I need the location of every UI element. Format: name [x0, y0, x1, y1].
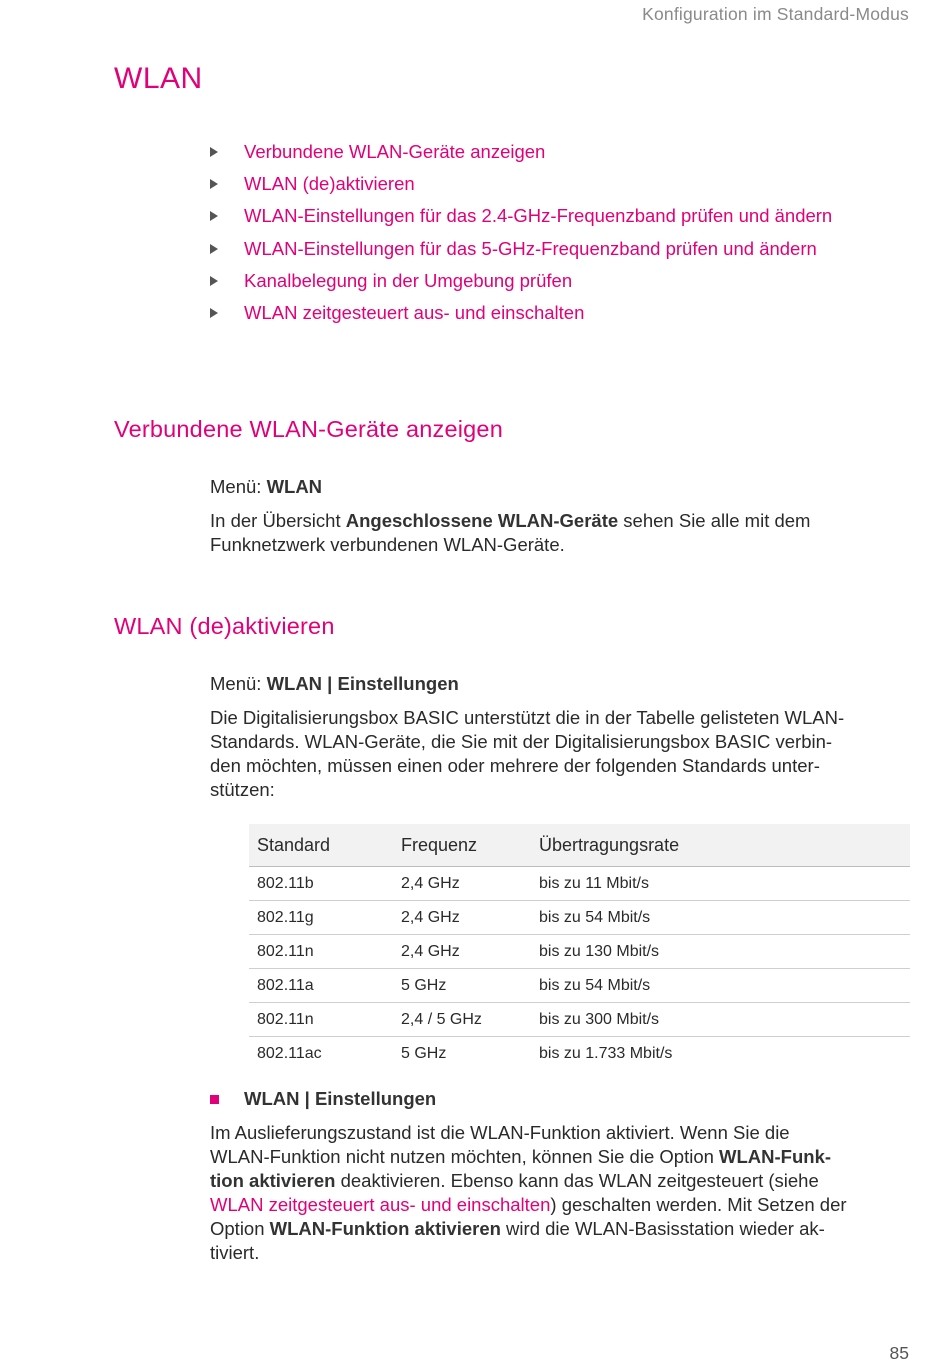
table-cell: 5 GHz: [401, 1044, 447, 1062]
text: Funknetzwerk verbundenen WLAN-Geräte.: [210, 534, 565, 555]
triangle-bullet-icon: [210, 179, 218, 189]
text: Option: [210, 1218, 270, 1239]
ui-term: WLAN-Funk-: [719, 1146, 832, 1167]
table-cell: bis zu 300 Mbit/s: [531, 1003, 910, 1037]
cross-reference-link[interactable]: WLAN zeitgesteuert aus- und einschalten: [210, 1194, 551, 1215]
text: Standards. WLAN-Geräte, die Sie mit der Digitalisierungsbox BASIC verbin-: [210, 731, 833, 752]
ui-term: WLAN-Funktion aktivieren: [269, 1218, 501, 1239]
menu-path-line: [210, 475, 910, 499]
running-head: Konfiguration im Standard-Modus: [642, 4, 909, 24]
table-row: [249, 1037, 910, 1071]
paragraph: [210, 509, 910, 557]
column-header: Standard: [249, 824, 393, 867]
table-cell: 2,4 GHz: [393, 901, 531, 935]
section-connected-devices-body: [210, 475, 910, 557]
text: sehen Sie alle mit dem: [618, 510, 811, 531]
triangle-bullet-icon: [210, 244, 218, 254]
ui-term: Angeschlossene WLAN-Geräte: [345, 510, 619, 531]
toc-item[interactable]: [210, 202, 832, 234]
table-cell: 802.11ac: [257, 1044, 322, 1062]
table-cell: bis zu 54 Mbit/s: [531, 901, 910, 935]
menu-prefix: Menü:: [210, 673, 267, 694]
table-cell: bis zu 54 Mbit/s: [531, 969, 910, 1003]
toc-item[interactable]: [210, 267, 832, 299]
square-bullet-icon: [210, 1095, 219, 1104]
triangle-bullet-icon: [210, 211, 218, 221]
table-row: [249, 867, 910, 901]
table-cell: 802.11g: [249, 901, 393, 935]
table-row: [249, 1003, 910, 1037]
text: WLAN-Funktion nicht nutzen möchten, können Sie die Option: [210, 1146, 720, 1167]
table-cell: 2,4 / 5 GHz: [393, 1003, 531, 1037]
table-row: [249, 935, 910, 969]
text: deaktivieren. Ebenso kann das WLAN zeitgesteuert (siehe: [335, 1170, 819, 1191]
menu-path: WLAN | Einstellungen: [266, 673, 459, 694]
toc-item[interactable]: [210, 138, 832, 170]
table-cell: 802.11a: [249, 969, 393, 1003]
table-cell: 2,4 GHz: [393, 935, 531, 969]
text: In der Übersicht: [210, 510, 346, 531]
table-row: [249, 969, 910, 1003]
toc-link[interactable]: Verbundene WLAN-Geräte anzeigen: [244, 141, 546, 162]
chapter-title: WLAN: [114, 62, 203, 95]
section-wlan-toggle-paragraph: [210, 1121, 910, 1265]
text: Im Auslieferungszustand ist die WLAN-Funktion aktiviert. Wenn Sie die: [210, 1122, 790, 1143]
chapter-toc: [210, 138, 832, 331]
toc-link[interactable]: WLAN (de)aktivieren: [244, 173, 415, 195]
menu-prefix: Menü:: [210, 476, 267, 497]
table-cell: 802.11n: [249, 935, 393, 969]
menu-path: WLAN: [266, 476, 323, 497]
table-cell: 2,4 GHz: [393, 867, 531, 901]
text: Die Digitalisierungsbox BASIC unterstützt die in der Tabelle gelisteten WLAN-: [210, 707, 845, 728]
toc-item[interactable]: [210, 170, 832, 202]
text: wird die WLAN-Basisstation wieder ak-: [500, 1218, 825, 1239]
toc-item[interactable]: [210, 299, 832, 331]
triangle-bullet-icon: [210, 308, 218, 318]
toc-link[interactable]: WLAN-Einstellungen für das 2.4-GHz-Frequenzband prüfen und ändern: [244, 205, 833, 227]
triangle-bullet-icon: [210, 276, 218, 286]
column-header: Übertragungsrate: [531, 824, 910, 867]
step-label: WLAN | Einstellungen: [244, 1088, 437, 1109]
toc-link[interactable]: WLAN-Einstellungen für das 5-GHz-Frequenzband prüfen und ändern: [244, 237, 817, 259]
toc-link[interactable]: Kanalbelegung in der Umgebung prüfen: [244, 269, 573, 291]
wlan-standards-table: [249, 824, 910, 1070]
section-heading-wlan-toggle: WLAN (de)aktivieren: [114, 613, 335, 639]
section-heading-connected-devices: Verbundene WLAN-Geräte anzeigen: [114, 416, 503, 442]
triangle-bullet-icon: [210, 147, 218, 157]
paragraph: [210, 706, 910, 802]
section-wlan-toggle-body: [210, 672, 910, 802]
table-cell: 802.11b: [249, 867, 393, 901]
toc-link[interactable]: WLAN zeitgesteuert aus- und einschalten: [244, 301, 585, 323]
text: tiviert.: [210, 1242, 260, 1263]
toc-item[interactable]: [210, 235, 832, 267]
table-cell: bis zu 11 Mbit/s: [531, 867, 910, 901]
step-item: [210, 1087, 436, 1111]
text: ) geschalten werden. Mit Setzen der: [550, 1194, 847, 1215]
table-row: [249, 901, 910, 935]
page-number: 85: [889, 1343, 909, 1363]
menu-path-line: [210, 672, 910, 696]
table-cell: 802.11n: [249, 1003, 393, 1037]
column-header: Frequenz: [393, 824, 531, 867]
ui-term: tion aktivieren: [210, 1170, 336, 1191]
table-header-row: [249, 824, 910, 867]
table-cell: 5 GHz: [393, 969, 531, 1003]
table-cell: bis zu 1.733 Mbit/s: [539, 1044, 673, 1062]
paragraph: [210, 1121, 910, 1265]
text: den möchten, müssen einen oder mehrere der folgenden Standards unter-: [210, 755, 820, 776]
text: stützen:: [210, 779, 275, 800]
table-cell: bis zu 130 Mbit/s: [531, 935, 910, 969]
